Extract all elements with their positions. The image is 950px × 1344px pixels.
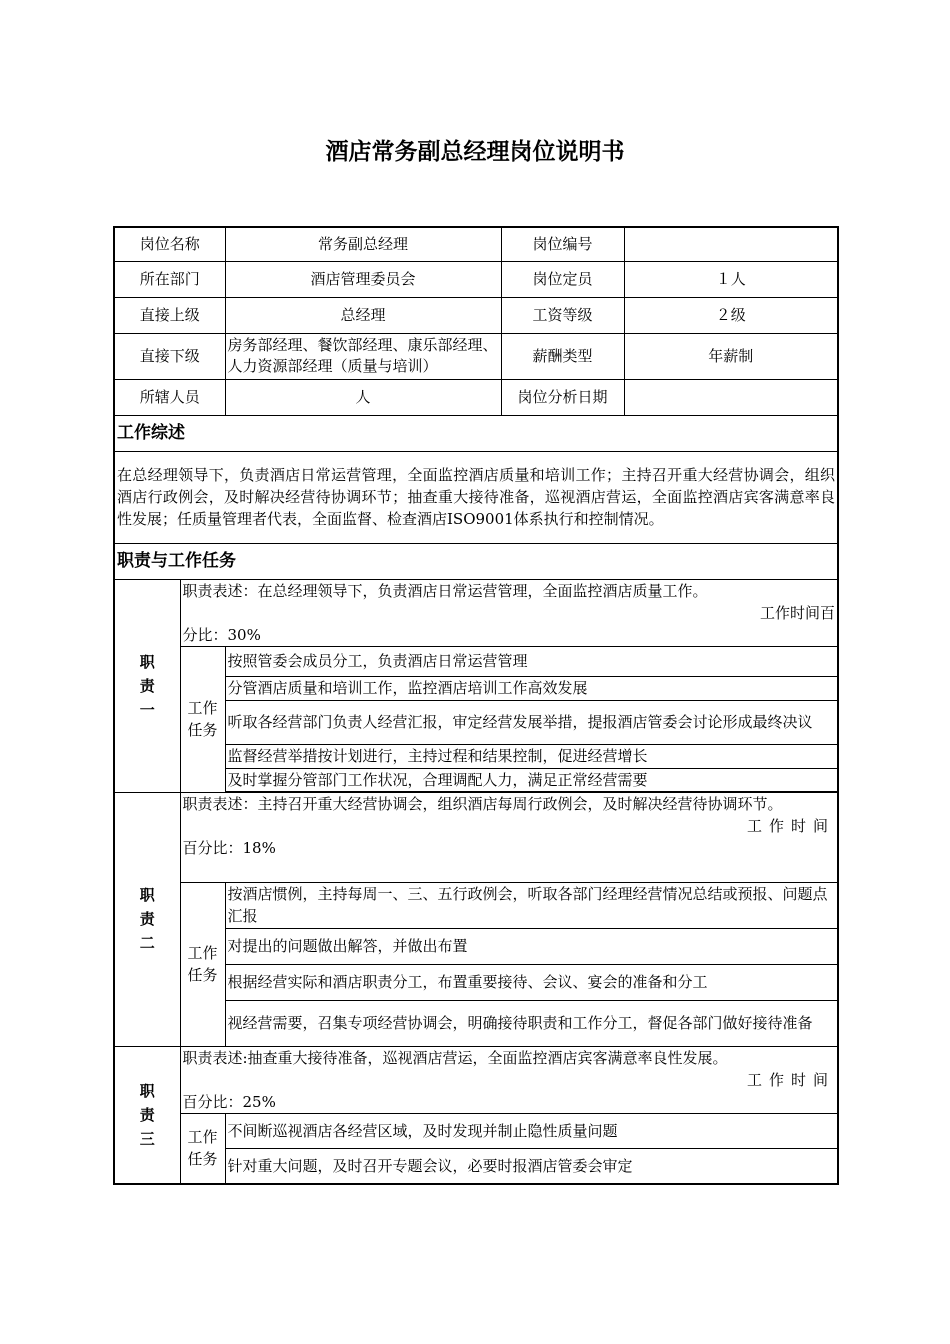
- duty-1-statement-row: [114, 579, 838, 646]
- duty-1-label-text: 职责一: [139, 652, 155, 719]
- duty-2-label: [114, 792, 180, 1046]
- duty-2-time-label: 工作时间: [747, 816, 836, 835]
- basic-row-4: [114, 333, 838, 379]
- duty-1-task-label-text: 工作任务: [187, 699, 218, 739]
- duty-2-task-label-text: 工作任务: [187, 944, 218, 984]
- duty-1-task-4: 监督经营举措按计划进行，主持过程和结果控制，促进经营增长: [225, 744, 838, 768]
- duty-2-task-row: [114, 882, 838, 928]
- label-pay-type: 薪酬类型: [501, 333, 624, 379]
- duty-1-task-2: 分管酒店质量和培训工作，监控酒店培训工作高效发展: [225, 676, 838, 700]
- label-position-name: 岗位名称: [114, 227, 225, 261]
- summary-text: 在总经理领导下，负责酒店日常运营管理，全面监控酒店质量和培训工作；主持召开重大经营协调会，组织酒店行政例会，及时解决经营待协调环节；抽查重大接待准备，巡视酒店营运，全面监控酒店宾客满意率良性发展；任质量管理者代表，全面监督、检查酒店ISO9001体系执行和控制情况。: [114, 451, 838, 543]
- value-headcount: １人: [624, 261, 838, 297]
- value-pay-type: 年薪制: [624, 333, 838, 379]
- duty-2-percent: 百分比：18%: [182, 838, 276, 857]
- label-analysis-date: 岗位分析日期: [501, 379, 624, 415]
- duties-heading: 职责与工作任务: [114, 543, 838, 579]
- duty-1-statement-cell: [180, 579, 838, 646]
- basic-row-5: [114, 379, 838, 415]
- duty-1-label: [114, 579, 180, 792]
- duty-2-statement-cell: [180, 792, 838, 882]
- duty-1-task-1: 按照管委会成员分工，负责酒店日常运营管理: [225, 646, 838, 676]
- value-staff: 人: [225, 379, 501, 415]
- duty-1-task-3: 听取各经营部门负责人经营汇报，审定经营发展举措，提报酒店管委会讨论形成最终决议: [225, 700, 838, 744]
- duty-2-task-label: [180, 882, 225, 1046]
- duty-1-percent: 分比：30%: [182, 625, 261, 644]
- duty-3-time-label: 工作时间: [747, 1070, 836, 1089]
- duty-1-time-label: 工作时间百: [760, 603, 836, 622]
- duty-3-task-row: [114, 1113, 838, 1148]
- duty-3-percent: 百分比：25%: [182, 1092, 276, 1111]
- duty-3-statement: 职责表述:抽查重大接待准备，巡视酒店营运，全面监控酒店宾客满意率良性发展。: [182, 1048, 728, 1067]
- duty-1-task-row: [114, 646, 838, 676]
- duty-3-statement-cell: [180, 1046, 838, 1113]
- duty-2-label-text: 职责二: [139, 886, 155, 952]
- value-department: 酒店管理委员会: [225, 261, 501, 297]
- summary-text-row: [114, 451, 838, 543]
- value-salary-grade: ２级: [624, 297, 838, 333]
- value-position-name: 常务副总经理: [225, 227, 501, 261]
- duty-2-task-3: 根据经营实际和酒店职责分工，布置重要接待、会议、宴会的准备和分工: [225, 964, 838, 1000]
- page-title: 酒店常务副总经理岗位说明书: [325, 138, 625, 165]
- duty-3-task-label: [180, 1113, 225, 1184]
- label-superior: 直接上级: [114, 297, 225, 333]
- duty-3-task-label-text: 工作任务: [187, 1128, 218, 1169]
- label-subordinates: 直接下级: [114, 333, 225, 379]
- value-analysis-date: [624, 379, 838, 415]
- duty-2-task-4: 视经营需要，召集专项经营协调会，明确接待职责和工作分工，督促各部门做好接待准备: [225, 1000, 838, 1046]
- duty-2-statement: 职责表述：主持召开重大经营协调会，组织酒店每周行政例会，及时解决经营待协调环节。: [182, 794, 783, 813]
- value-superior: 总经理: [225, 297, 501, 333]
- value-subordinates: 房务部经理、餐饮部经理、康乐部经理、人力资源部经理（质量与培训）: [225, 333, 501, 379]
- duty-1-statement: 职责表述：在总经理领导下，负责酒店日常运营管理，全面监控酒店质量工作。: [182, 581, 708, 600]
- label-salary-grade: 工资等级: [501, 297, 624, 333]
- label-position-number: 岗位编号: [501, 227, 624, 261]
- duties-heading-row: [114, 543, 838, 579]
- duty-3-label-text: 职责三: [139, 1081, 155, 1148]
- label-headcount: 岗位定员: [501, 261, 624, 297]
- duty-3-task-2: 针对重大问题，及时召开专题会议，必要时报酒店管委会审定: [225, 1148, 838, 1184]
- basic-row-1: [114, 227, 838, 261]
- basic-row-2: [114, 261, 838, 297]
- label-department: 所在部门: [114, 261, 225, 297]
- label-staff: 所辖人员: [114, 379, 225, 415]
- duty-3-label: [114, 1046, 180, 1184]
- duty-3-task-1: 不间断巡视酒店各经营区域，及时发现并制止隐性质量问题: [225, 1113, 838, 1148]
- job-description-table: [113, 226, 839, 1185]
- duty-1-task-5: 及时掌握分管部门工作状况，合理调配人力，满足正常经营需要: [225, 768, 838, 791]
- duty-2-statement-row: [114, 792, 838, 882]
- duty-3-statement-row: [114, 1046, 838, 1113]
- basic-row-3: [114, 297, 838, 333]
- summary-heading: 工作综述: [114, 415, 838, 451]
- duty-2-task-2: 对提出的问题做出解答，并做出布置: [225, 928, 838, 964]
- summary-heading-row: [114, 415, 838, 451]
- duty-1-task-label: [180, 646, 225, 792]
- value-position-number: [624, 227, 838, 261]
- duty-2-task-1: 按酒店惯例，主持每周一、三、五行政例会，听取各部门经理经营情况总结或预报、问题点汇报: [225, 882, 838, 928]
